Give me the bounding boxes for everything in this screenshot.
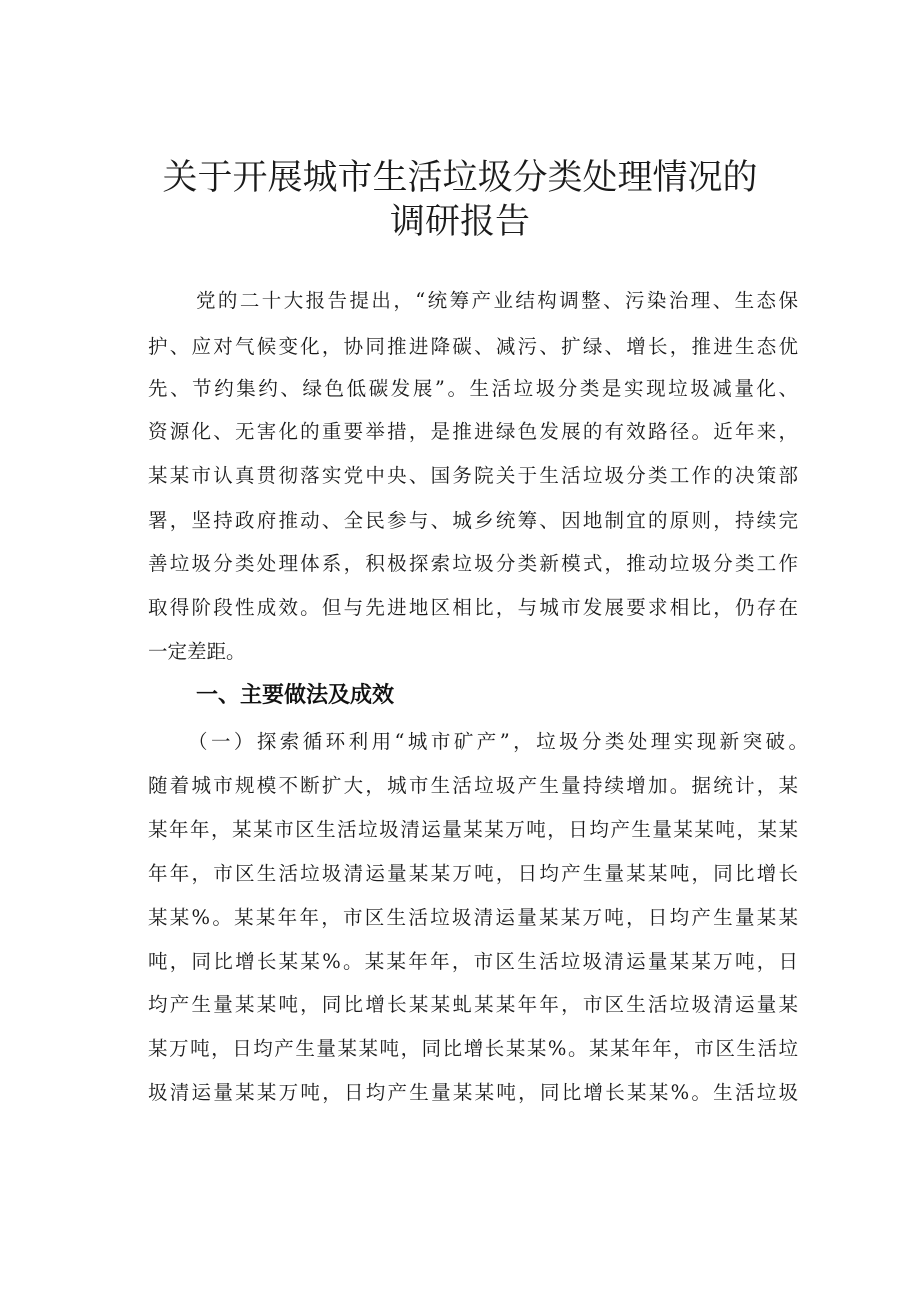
intro-paragraph-line: 某某市认真贯彻落实党中央、国务院关于生活垃圾分类工作的决策部 [148,464,798,487]
intro-paragraph-line: 党的二十大报告提出，“统筹产业结构调整、污染治理、生态保 [196,289,798,312]
section1-paragraph-line: 年年，市区生活垃圾清运量某某万吨，日均产生量某某吨，同比增长 [148,862,798,885]
section1-paragraph-line: 均产生量某某吨，同比增长某某虬某某年年，市区生活垃圾清运量某 [148,993,798,1016]
intro-paragraph-line: 署，坚持政府推动、全民参与、城乡统筹、因地制宜的原则，持续完 [148,509,798,532]
section1-paragraph-line: 随着城市规模不断扩大，城市生活垃圾产生量持续增加。据统计，某 [148,774,798,797]
document-title-line-2: 调研报告 [389,202,530,242]
section1-paragraph-line: 某年年，某某市区生活垃圾清运量某某万吨，日均产生量某某吨，某某 [148,818,798,841]
intro-paragraph-line: 一定差距。 [148,640,246,663]
section1-paragraph-line: 某万吨，日均产生量某某吨，同比增长某某%。某某年年，市区生活垃 [148,1037,798,1060]
intro-paragraph-line: 取得阶段性成效。但与先进地区相比，与城市发展要求相比，仍存在 [148,596,798,619]
intro-paragraph-line: 善垃圾分类处理体系，积极探索垃圾分类新模式，推动垃圾分类工作 [148,552,798,575]
section-heading-1: 一、主要做法及成效 [196,683,395,708]
intro-paragraph-line: 护、应对气候变化，协同推进降碳、减污、扩绿、增长，推进生态优 [148,335,798,358]
section1-paragraph-line: 圾清运量某某万吨，日均产生量某某吨，同比增长某某%。生活垃圾 [148,1081,798,1104]
intro-paragraph-line: 先、节约集约、绿色低碳发展”。生活垃圾分类是实现垃圾减量化、 [148,377,798,400]
section1-paragraph-line: 吨，同比增长某某%。某某年年，市区生活垃圾清运量某某万吨，日 [148,950,798,973]
section1-paragraph-line: 某某%。某某年年，市区生活垃圾清运量某某万吨，日均产生量某某 [148,906,798,929]
document-title-line-1: 关于开展城市生活垃圾分类处理情况的 [162,158,758,198]
section1-paragraph-line: （一）探索循环利用“城市矿产”，垃圾分类处理实现新突破。 [188,730,808,753]
intro-paragraph-line: 资源化、无害化的重要举措，是推进绿色发展的有效路径。近年来， [148,420,798,443]
